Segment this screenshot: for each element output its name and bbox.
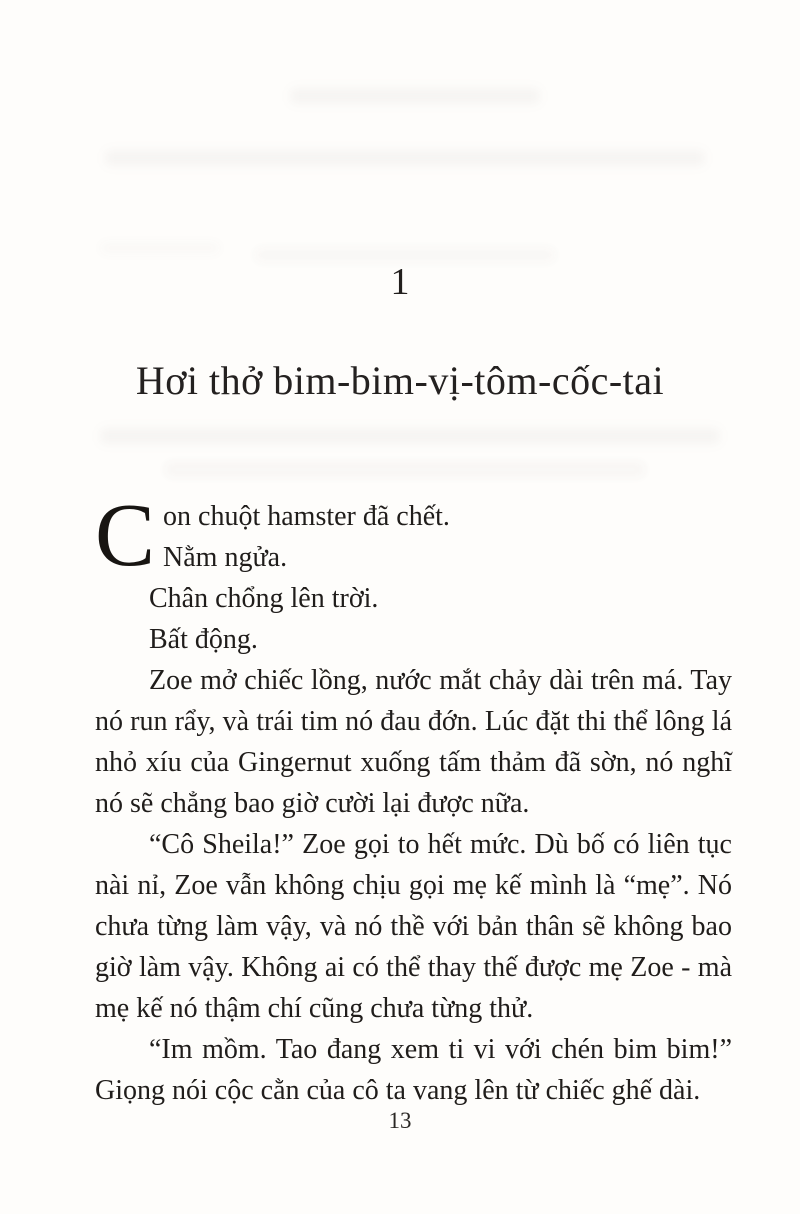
page-number: 13	[388, 1108, 412, 1133]
showthrough-ghost	[165, 462, 645, 477]
showthrough-ghost	[100, 242, 220, 254]
paragraph: “Im mồm. Tao đang xem ti vi với chén bim bim!” Giọng nói cộc cằn của cô ta vang lên từ chiếc ghế dài.	[95, 1034, 732, 1106]
showthrough-ghost	[105, 150, 705, 166]
opening-line-2: Nằm ngửa.	[163, 542, 288, 573]
paragraph: “Cô Sheila!” Zoe gọi to hết mức. Dù bố có liên tục nài nỉ, Zoe vẫn không chịu gọi mẹ kế mình là “mẹ”. Nó chưa từng làm vậy, và nó thề với bản thân sẽ không bao giờ làm vậy. Không ai có thể thay thế được mẹ Zoe - mà mẹ kế nó thậm chí cũng chưa từng thử.	[95, 829, 732, 1024]
chapter-number: 1	[390, 261, 410, 303]
showthrough-ghost	[290, 88, 540, 104]
paragraph: Zoe mở chiếc lồng, nước mắt chảy dài trên má. Tay nó run rẩy, và trái tim nó đau đớn. Lúc đặt thi thể lông lá nhỏ xíu của Gingernut xuống tấm thảm đã sờn, nó nghĩ nó sẽ chẳng bao giờ cười lại được nữa.	[95, 665, 732, 819]
showthrough-ghost	[255, 248, 555, 262]
showthrough-ghost	[100, 428, 720, 444]
opening-line-1: on chuột hamster đã chết.	[163, 501, 450, 532]
opening-paragraph	[95, 486, 732, 585]
paragraph: Chân chổng lên trời.	[149, 583, 379, 614]
body-text-block	[95, 486, 732, 1111]
paragraph: Bất động.	[149, 624, 258, 655]
chapter-title: Hơi thở bim-bim-vị-tôm-cốc-tai	[135, 357, 665, 403]
drop-cap-letter: C	[95, 486, 156, 585]
